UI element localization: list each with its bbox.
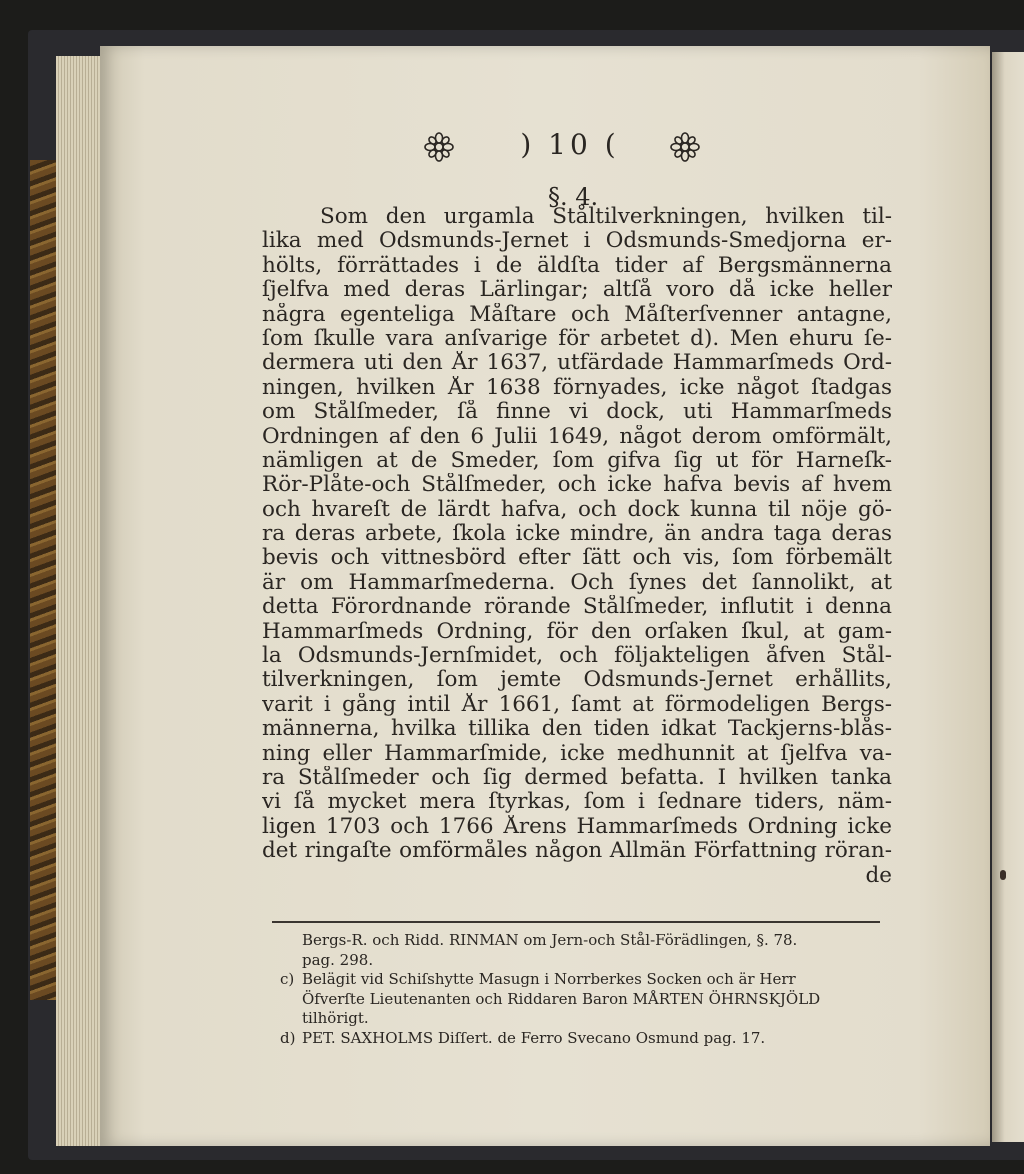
footnote-rule — [272, 921, 880, 923]
text-line: Hammarſmeds Ordning, för den orſaken ſkul, at gam- — [262, 619, 892, 644]
section-heading: §. 4. — [548, 183, 599, 211]
text-line: ſom ſkulle vara anſvarige för arbetet d). Men ehuru ſe- — [262, 326, 892, 351]
text-line: la Odsmunds-Jernſmidet, och följakteligen åfven Stål- — [262, 644, 892, 669]
text-line: några egenteliga Måſtare och Måſterſvenner antagne, — [262, 302, 892, 327]
text-line: är om Hammarſmederna. Och ſynes det ſannolikt, at — [262, 570, 892, 595]
flower-ornament-icon — [670, 132, 700, 162]
ink-stain — [1000, 870, 1006, 880]
footnote: tilhörigt. — [302, 1009, 369, 1027]
text-line: nämligen at de Smeder, ſom gifva ſig ut för Harneſk- — [262, 448, 892, 473]
body-text — [262, 205, 892, 888]
text-line: tilverkningen, ſom jemte Odsmunds-Jernet erhållits, — [262, 668, 892, 693]
footnote: d) PET. SAXHOLMS Diſſert. de Ferro Svecano Osmund pag. 17. — [280, 1028, 766, 1047]
text-line: Rör-Plåte-och Stålſmeder, och icke hafva bevis af hvem — [262, 473, 892, 498]
footnote: Öfverſte Lieutenanten och Riddaren Baron MÅRTEN ÖHRNSKJÖLD — [302, 989, 821, 1008]
text-line: och hvareſt de lärdt hafva, och dock kunna til nöje gö- — [262, 497, 892, 522]
text-line: dermera uti den År 1637, utfärdade Hammarſmeds Ord- — [262, 351, 892, 376]
page-header — [410, 128, 730, 168]
text-line: ra deras arbete, ſkola icke mindre, än andra taga deras — [262, 522, 892, 547]
text-line: ra Stålſmeder och ſig dermed befatta. I hvilken tanka — [262, 765, 892, 790]
text-line: detta Förordnande rörande Stålſmeder, influtit i denna — [262, 595, 892, 620]
footnotes — [280, 931, 880, 1048]
footnote: pag. 298. — [302, 950, 374, 969]
text-line: ningen, hvilken År 1638 förnyades, icke något ſtadgas — [262, 375, 892, 400]
text-line: det ringaſte omförmåles någon Allmän Författning röran- — [262, 839, 892, 864]
text-line: ſjelfva med deras Lärlingar; altſå voro då icke heller — [262, 278, 892, 303]
right-page-edge — [992, 52, 1024, 1142]
footnote: Bergs-R. och Ridd. RINMAN om Jern-och Stål-Förädlingen, §. 78. — [302, 931, 798, 949]
text-line: hölts, förrättades i de äldſta tider af Bergsmännerna — [262, 253, 892, 278]
text-line: varit i gång intil År 1661, ſamt at förmodeligen Bergs- — [262, 692, 892, 717]
page-number: ) 10 ( — [520, 128, 620, 161]
catchword: de — [865, 863, 892, 888]
text-line: om Stålſmeder, ſå finne vi dock, uti Hammarſmeds — [262, 400, 892, 425]
text-line: bevis och vittnesbörd efter ſätt och vis, ſom förbemält — [262, 546, 892, 571]
text-line: vi ſå mycket mera ſtyrkas, ſom i ſednare tiders, näm- — [262, 790, 892, 815]
footnote: c) Belägit vid Schiſshytte Masugn i Norrberkes Socken och är Herr — [280, 970, 796, 988]
text-line: männerna, hvilka tillika den tiden idkat Tackjerns-blås- — [262, 717, 892, 742]
text-line: Ordningen af den 6 Julii 1649, något derom omförmält, — [262, 424, 892, 449]
text-line: ligen 1703 och 1766 Årens Hammarſmeds Ordning icke — [262, 814, 892, 839]
text-line: ning eller Hammarſmide, icke medhunnit at ſjelfva va- — [262, 741, 892, 766]
text-line: Som den urgamla Ståltilverkningen, hvilken til- — [320, 205, 892, 229]
text-line: lika med Odsmunds-Jernet i Odsmunds-Smedjorna er- — [262, 229, 892, 254]
flower-ornament-icon — [424, 132, 454, 162]
